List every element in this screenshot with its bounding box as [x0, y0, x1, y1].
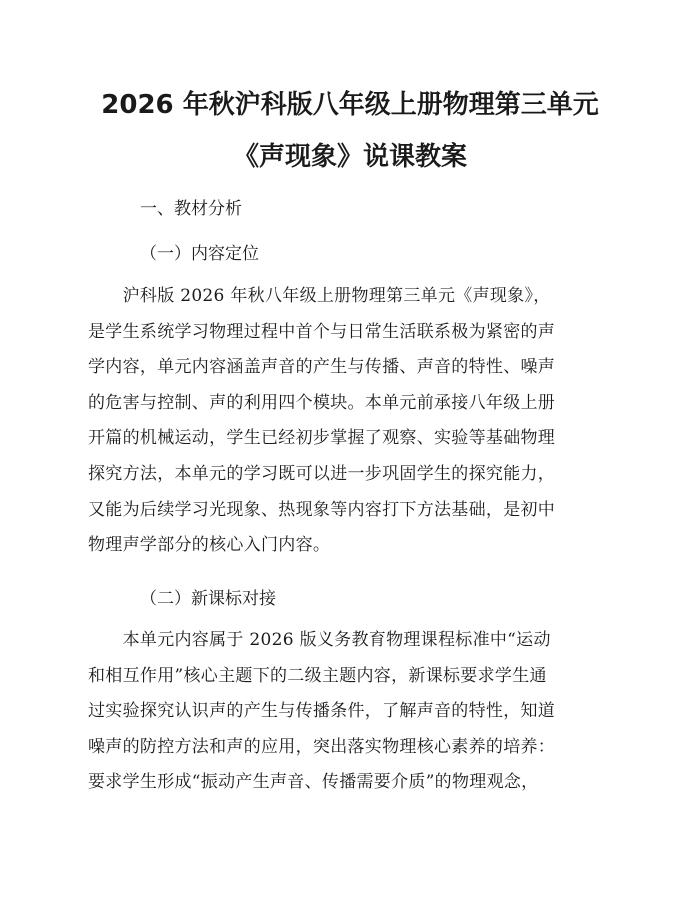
paragraph-line: 是学生系统学习物理过程中首个与日常生活联系极为紧密的声	[88, 321, 556, 342]
paragraph-line: 探究方法，本单元的学习既可以进一步巩固学生的探究能力，	[88, 463, 556, 484]
subsection-heading-content-positioning: （一）内容定位	[140, 244, 259, 264]
paragraph-line: 的危害与控制、声的利用四个模块。本单元前承接八年级上册	[88, 392, 556, 413]
paragraph-line: 噪声的防控方法和声的应用，突出落实物理核心素养的培养：	[88, 736, 556, 757]
paragraph-line: 过实验探究认识声的产生与传播条件，了解声音的特性，知道	[88, 701, 556, 722]
paragraph-line: 沪科版 2026 年秋八年级上册物理第三单元《声现象》，	[88, 286, 551, 306]
paragraph-line: 要求学生形成“振动产生声音、传播需要介质”的物理观念，	[88, 772, 539, 793]
paragraph-line: 物理声学部分的核心入门内容。	[88, 535, 331, 556]
paragraph-curriculum-standard	[88, 623, 608, 801]
paragraph-line: 本单元内容属于 2026 版义务教育物理课程标准中“运动	[88, 630, 551, 650]
paragraph-line: 学内容，单元内容涵盖声音的产生与传播、声音的特性、噪声	[88, 357, 556, 378]
paragraph-line: 又能为后续学习光现象、热现象等内容打下方法基础，是初中	[88, 499, 556, 520]
paragraph-content-positioning	[88, 279, 608, 564]
document-title-line-1: 2026 年秋沪科版八年级上册物理第三单元	[101, 90, 599, 120]
document-title-line-2: 《声现象》说课教案	[232, 142, 467, 172]
paragraph-line: 开篇的机械运动，学生已经初步掌握了观察、实验等基础物理	[88, 428, 556, 449]
paragraph-line: 和相互作用”核心主题下的二级主题内容，新课标要求学生通	[88, 665, 547, 686]
section-heading-textbook-analysis: 一、教材分析	[140, 199, 242, 219]
subsection-heading-curriculum-standard: （二）新课标对接	[140, 589, 276, 609]
